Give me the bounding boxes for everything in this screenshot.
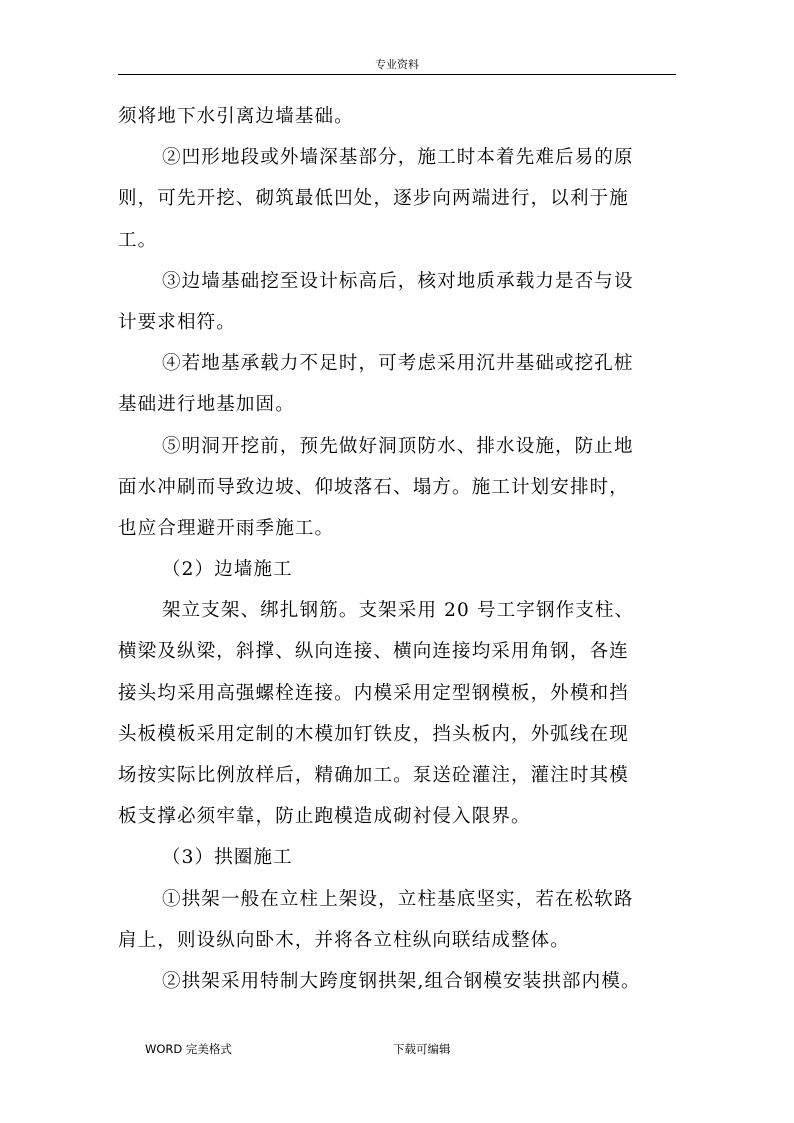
section-heading: （2）边墙施工 bbox=[162, 559, 293, 581]
text-line: 架立支架、绑扎钢筋。支架采用 20 号工字钢作支柱、 bbox=[162, 600, 635, 622]
text-line: 基础进行地基加固。 bbox=[118, 394, 295, 416]
text-line: ④若地基承载力不足时，可考虑采用沉井基础或挖孔桩 bbox=[162, 353, 634, 375]
text-line: 板支撑必须牢靠，防止跑模造成砌衬侵入限界。 bbox=[118, 806, 531, 828]
text-line: ①拱架一般在立柱上架设，立柱基底坚实，若在松软路 bbox=[162, 888, 634, 910]
footer-left-text: WORD 完美格式 bbox=[145, 1042, 232, 1056]
text-line: 计要求相符。 bbox=[118, 311, 236, 333]
text-line: ②凹形地段或外墙深基部分，施工时本着先难后易的原 bbox=[162, 147, 634, 169]
text-line: 头板模板采用定制的木模加钉铁皮，挡头板内，外弧线在现 bbox=[118, 723, 629, 745]
text-line: ③边墙基础挖至设计标高后，核对地质承载力是否与设 bbox=[162, 270, 634, 292]
footer-right-text: 下载可编辑 bbox=[393, 1042, 451, 1056]
page-header: 专业资料 bbox=[118, 58, 676, 75]
document-body bbox=[118, 96, 678, 1002]
text-line: 工。 bbox=[118, 229, 158, 251]
text-line: 面水冲刷而导致边坡、仰坡落石、塌方。施工计划安排时， bbox=[118, 476, 629, 498]
section-heading: （3）拱圈施工 bbox=[162, 847, 293, 869]
text-line: 也应合理避开雨季施工。 bbox=[118, 517, 335, 539]
text-line: 须将地下水引离边墙基础。 bbox=[118, 106, 354, 127]
text-line: ⑤明洞开挖前，预先做好洞顶防水、排水设施，防止地 bbox=[162, 435, 634, 457]
text-line: 接头均采用高强螺栓连接。内模采用定型钢模板，外模和挡 bbox=[118, 682, 629, 704]
text-line: 横梁及纵梁，斜撑、纵向连接、横向连接均采用角钢，各连 bbox=[118, 641, 629, 663]
text-line: 肩上，则设纵向卧木，并将各立柱纵向联结成整体。 bbox=[118, 929, 570, 951]
text-line: ②拱架采用特制大跨度钢拱架,组合钢模安装拱部内模。 bbox=[162, 970, 641, 992]
text-line: 场按实际比例放样后，精确加工。泵送砼灌注，灌注时其模 bbox=[118, 765, 629, 786]
text-line: 则，可先开挖、砌筑最低凹处，逐步向两端进行，以利于施 bbox=[118, 188, 629, 210]
